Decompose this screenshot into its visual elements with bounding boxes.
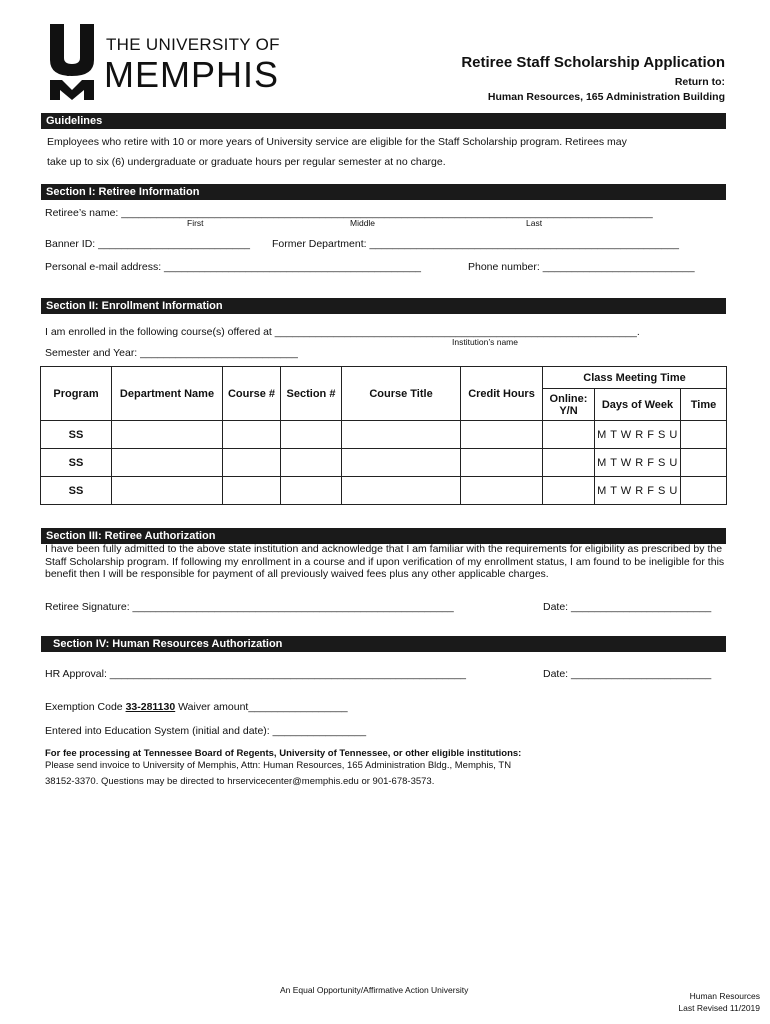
table-row: [41, 477, 727, 505]
phone-number-field[interactable]: Phone number: __________________________: [468, 261, 695, 273]
university-logo: [46, 22, 298, 104]
form-title: Retiree Staff Scholarship Application: [461, 54, 725, 71]
last-name-caption: Last: [526, 218, 543, 228]
table-row: [41, 421, 727, 449]
first-name-caption: First: [187, 218, 204, 228]
exemption-label: Exemption Code: [45, 701, 123, 713]
credit-hours-cell[interactable]: [461, 421, 543, 449]
equal-opportunity-footer: An Equal Opportunity/Affirmative Action University: [280, 985, 469, 995]
section4-heading: Section IV: Human Resources Authorization: [41, 636, 726, 652]
section-number-cell[interactable]: [281, 421, 342, 449]
course-number-cell[interactable]: [223, 449, 281, 477]
program-header: Program: [41, 367, 112, 421]
authorization-text: I have been fully admitted to the above state institution and acknowledge that I am familiar with the requirements for eligibility as prescribed by the Staff Scholarship program. If following my enrollment in a course and if upon verification of my enrollment status, I am found to be ineligible for this benefit then I will be responsible for payment of all previously waived fees plus any other applicable charges.: [45, 543, 725, 580]
retiree-name-field[interactable]: Retiree’s name: ___________________________________________________________________________________________: [45, 207, 653, 219]
institution-caption: Institution’s name: [452, 337, 518, 347]
middle-name-caption: Middle: [350, 218, 376, 228]
section-number-cell[interactable]: [281, 477, 342, 505]
guidelines-line2: take up to six (6) undergraduate or graduate hours per regular semester at no charge.: [47, 156, 446, 168]
hr-approval-field[interactable]: HR Approval: _____________________________________________________________: [45, 668, 466, 680]
logo-line2: MEMPHIS: [104, 54, 280, 95]
department-cell[interactable]: [112, 449, 223, 477]
days-cell[interactable]: M T W R F S U: [595, 421, 681, 449]
section-number-cell[interactable]: [281, 449, 342, 477]
credit-hours-cell[interactable]: [461, 449, 543, 477]
retiree-signature-field[interactable]: Retiree Signature: _______________________________________________________: [45, 601, 454, 613]
department-header: Department Name: [112, 367, 223, 421]
banner-id-field[interactable]: Banner ID: __________________________: [45, 238, 250, 250]
class-meeting-header: Class Meeting Time: [543, 367, 727, 389]
logo-line1: THE UNIVERSITY OF: [106, 35, 280, 54]
program-cell: SS: [41, 477, 112, 505]
course-table: [40, 366, 727, 505]
fee-processing-line2: 38152-3370. Questions may be directed to hrservicecenter@memphis.edu or 901-678-3573.: [45, 776, 435, 787]
time-cell[interactable]: [681, 449, 727, 477]
time-header: Time: [681, 389, 727, 421]
retiree-date-field[interactable]: Date: ________________________: [543, 601, 712, 613]
return-address: Human Resources, 165 Administration Building: [487, 91, 725, 103]
fee-processing-line1: Please send invoice to University of Memphis, Attn: Human Resources, 165 Administration Bldg., Memphis, TN: [45, 760, 512, 771]
um-mark-icon: [46, 22, 98, 102]
section1-heading: Section I: Retiree Information: [41, 184, 726, 200]
hr-date-field[interactable]: Date: ________________________: [543, 668, 712, 680]
credit-hours-header: Credit Hours: [461, 367, 543, 421]
days-cell[interactable]: M T W R F S U: [595, 449, 681, 477]
exemption-code: 33-281130: [125, 701, 176, 713]
section-number-header: Section #: [281, 367, 342, 421]
course-number-cell[interactable]: [223, 421, 281, 449]
institution-field[interactable]: I am enrolled in the following course(s) offered at ______________________________________________________________.: [45, 326, 640, 338]
course-title-header: Course Title: [342, 367, 461, 421]
online-header: Online: Y/N: [543, 389, 595, 421]
return-to-label: Return to:: [674, 76, 725, 88]
exemption-line: [45, 701, 348, 713]
online-cell[interactable]: [543, 421, 595, 449]
guidelines-heading: Guidelines: [41, 113, 726, 129]
footer-department: Human Resources: [689, 991, 760, 1001]
department-cell[interactable]: [112, 421, 223, 449]
online-cell[interactable]: [543, 449, 595, 477]
days-cell[interactable]: M T W R F S U: [595, 477, 681, 505]
waiver-amount-field[interactable]: Waiver amount_________________: [178, 701, 348, 713]
online-cell[interactable]: [543, 477, 595, 505]
course-title-cell[interactable]: [342, 421, 461, 449]
course-number-header: Course #: [223, 367, 281, 421]
semester-year-field[interactable]: Semester and Year: ___________________________: [45, 347, 298, 359]
table-row: [41, 449, 727, 477]
course-title-cell[interactable]: [342, 449, 461, 477]
time-cell[interactable]: [681, 477, 727, 505]
section3-heading: Section III: Retiree Authorization: [41, 528, 726, 544]
credit-hours-cell[interactable]: [461, 477, 543, 505]
logo-of-text: of: [66, 69, 73, 78]
guidelines-line1: Employees who retire with 10 or more years of University service are eligible for the Staff Scholarship program. Retirees may: [47, 136, 627, 148]
personal-email-field[interactable]: Personal e-mail address: ____________________________________________: [45, 261, 421, 273]
former-department-field[interactable]: Former Department: _____________________________________________________: [272, 238, 679, 250]
footer-revised: Last Revised 11/2019: [678, 1003, 760, 1013]
department-cell[interactable]: [112, 477, 223, 505]
course-number-cell[interactable]: [223, 477, 281, 505]
time-cell[interactable]: [681, 421, 727, 449]
program-cell: SS: [41, 421, 112, 449]
section2-heading: Section II: Enrollment Information: [41, 298, 726, 314]
program-cell: SS: [41, 449, 112, 477]
fee-processing-heading: For fee processing at Tennessee Board of Regents, University of Tennessee, or other eligible institutions:: [45, 748, 522, 759]
days-header: Days of Week: [595, 389, 681, 421]
course-title-cell[interactable]: [342, 477, 461, 505]
education-system-field[interactable]: Entered into Education System (initial and date): ________________: [45, 725, 367, 737]
